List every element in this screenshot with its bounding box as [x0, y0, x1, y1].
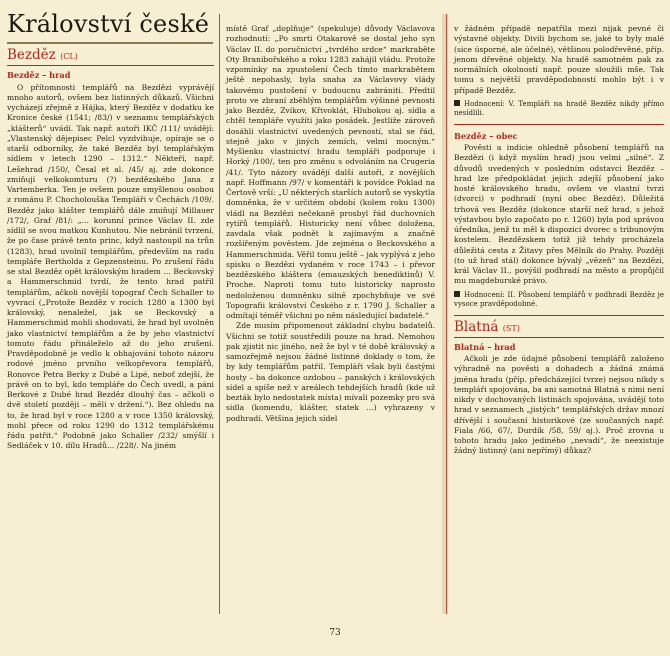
section-rule: [454, 337, 664, 338]
bullet-square-icon: [454, 291, 460, 297]
column-divider-1: [219, 14, 220, 614]
column-shadow: [442, 14, 448, 614]
section-separator: [454, 315, 664, 316]
paragraph-bezdez-3: Zde musím připomenout základní chybu badatelů. Všichni se totiž soustředili pouze na hrad. Nemohou pak zjistit nic jiného, než že byl v té době královský a samozřejmě nejsou žádné listinné doklady o tom, že by kdy templářům patřil. Templáři však byli častými hosty – ba dokonce ozdobou – panských i královských sídel a spíše než v areálech tehdejších hradů (kde už bezták bylo nedostatek místa) mívali pozemky pro svá sídla (komendu, klášter, statek ...) vyhrazeny v podhradí. Většina jejich sídel: [226, 321, 435, 423]
page-number: 73: [329, 628, 341, 638]
section-heading-blatna: Blatná (ST): [454, 318, 520, 335]
section-separator: [454, 124, 664, 125]
paragraph-bezdez-4: v žádném případě nepatřila mezi nijak pevné či výstavné objekty. Divili bychom se, jaké to byly malé (sice úsporné, ale účelné), většinou polodřevěné, příp. jenom dřevěné objekty. Na hradě samotném pak za normálních okolností např. pouze sloužili mše. Tak tomu s největší pravděpodobností mohlo být i v případě Bezděz.: [454, 24, 664, 95]
section-heading-bezdez: Bezděz (CL): [7, 47, 78, 63]
column-2: [226, 24, 435, 424]
subheading-bezdez-obec: Bezděz – obec: [454, 130, 518, 141]
subheading-blatna-hrad: Blatná – hrad: [454, 341, 516, 352]
column-3: [454, 24, 664, 457]
page-header: [7, 10, 209, 38]
paragraph-bezdez-2: místě Graf „doplňuje“ (spekuluje) důvody Václavova rozhodnutí: „Po smrti Otakarově se dostal jeho syn Václav II. do poručnictví „tvrdého srdce“ markraběte Oty Branibořského a roku 1283 zahájil vládu. Protože vzpomínky na zpustošení Čech tímto markrabětem ještě nepohasly, byla snaha za Václavovy vlády takovému pustošení v budoucnu zabrániti. Předtil proto ve zbraní zběhlým templářům výšinné pevnosti jako Bezděz, Zvíkov, Křivoklát, Hlubokou aj. sídla a chtěl templáře využíti jako posádek. Jestliže zároveň dosáhli vlastnictví uvedených pevností, stal se řád, stejně jako v jiných zemích, velmi mocným.“ Myšlenku vlastnictví hradu templáři podporuje i Horký /100/, ten pro změnu s odvoláním na Crugeria /41/. Tyto názory uvádějí další autoři, z novějších např. Hoffmann /97/ v komentáři k povídce Poklad na Čertově vrší: „U některých starších autorů se vyskytla domněnka, že v určitém období (kolem roku 1300) vládl na Bezdězi nečekaně prosbyl řád duchovních rytířů templářů. Historicky není vůbec doložena, zavdala však podnět k zajímavým a značně rozšířeným pověstem. Jde zejména o Beckovského a Hammerschmida. Věřil tomu ještě – jak vyplývá z jeho spisku o Bezdězi vydaném v roce 1743 – i převor bezdězského kláštera (emauzských benediktinů) V. Proche. Naproti tomu tuto historicky naprosto nedoloženou domněnku silně zpochybňuje ve své Topografii království Českého z r. 1790 J. Schaller a odmítají téměř všichni po něm následující badatelé.“: [226, 24, 435, 320]
subheading-bezdez-hrad: Bezděz – hrad: [7, 70, 71, 81]
evaluation-note-1: Hodnocení: V. Templáři na hradě Bezděz nikdy přímo nesídlili.: [454, 99, 664, 117]
bullet-square-icon: [454, 100, 460, 106]
column-1: [7, 47, 214, 452]
paragraph-bezdez-1: O přítomnosti templářů na Bezdězi vyprávějí mnoho autorů, ovšem bez listinných důkazů. Všichni vycházejí zřejmě z Hájka, který Bezděz v dodatku ke Kronice české (1541; /83/) v seznamu templářských „klášterů“ uvádí. Tak např. autoři IKČ /111/ uvádějí: „Vlastenský dějepisec Pelcl vyzdvihuje, opíraje se o starší odborníky, že také Bezděz byl templářským sídlem v letech 1290 – 1312.“ Někteří, např. Lešehrad /150/, Česal et al. /45/ aj. zde dokonce zmiňují velkokomturu (?) bezdězského Jana z Vartemberka. Ten je ovšem pouze smyšlenou osobou z románu P. Chocholouška Templáři v Čechách /109/. Bezděz jako klášter templářů dále zmiňují Millauer /172/, Graf /81/: „... korunní prince Václav II. zde sídlil se svou matkou Kunhutou. Nie nebránil tvrzení, že po čase právě tento princ, když nastoupil na trůn (1283), hrad uvolnil templářům, především na radu templáře Bertholda z Gepzensteinu. Po zrušení řádu se stal Bezděz opět královským hradem ... Beckovský a Hammerschmid tvrdí, že tento hrad patřil templářům, ačkoli novější topograf Čech Schaller to vyvrací („Protože Bezděz v rocích 1280 a 1300 byl královský, nenaležel, jak se Beckovský a Hammerschmid mohli shodovati, že hrad byl uvolněn jako vlastnictví templářům a že by jeho vlastnictví tomuto řádu přináleželo až do jeho zrušení. Pravděpodobně je vedlo k obhajování tohoto názoru rodové jméno prvního velkopřevora templářů, Ronovce Petra Berky z Dubé a Lipé, neboť zdejší, že právě on to byl, kdo templáře do Čech uvedl, a páni Berkové z Dubé hrad Bezděz dlouhý čas – ačkoli o dvě století později – měli v držení.“). Bez ohledu na to, že hrad byl v roce 1280 a v roce 1350 královský, mohl přece od roku 1290 do 1312 templářskému řádu patřit.“ Podobně jako Schaller /232/ smýšlí i Sedláček v 10. dílu Hradů... /228/. Na jiném: [7, 82, 214, 451]
section-rule: [7, 65, 214, 66]
title-underline: [7, 42, 213, 44]
paragraph-bezdez-obec: Pověsti a indicie ohledně působení templářů na Bezdězi (i když myslím hrad) jsou velmi „silné“. Z důvodů uvedených v posledním odstavci Bezděz – hrad lze předpokládat jejich zdejší působení jako hosté královského hradu, ovšem ve vlastní tvrzi (dvorci) v podhradí (nyní obec Bezděz). Důležitá trhová ves Bezděz (dokonce starší než hrad, s jehož výstavbou bylo započato po r. 1260) byla pod správou úředníka, jenž tu měl k dispozici dvorec s tribunovým kostelem. Bezdězskem totiž již tehdy procházela důležitá cesta z Žitavy přes Mělník do Prahy. Později (to už hrad stál) dokonce bývalý „vězeň“ na Bezdězi, král Václav II., povýšil podhradí na město a propůjčil mu magdeburské právo.: [454, 143, 664, 286]
paragraph-blatna: Ačkoli je zde údajné působení templářů založeno výhradně na pověsti a dohadech a žádná známá jména hradu (příp. předcházející tvrze) nejsou nikdy s templáři spojována, ba ani samotná Blatná s nimi není nikdy v dochovaných listinách spojována, uvádějí toto hrad v seznamech „jistých“ templářských držav mnozí dřívější i současní historikové (ze současných např. Fiala /66, 67/, Durdík /58, 59/ aj.). Proč zrovna u tohoto hradu jako jediného „nevadí“, že neexistuje žádný listinný (ani nepřímý) důkaz?: [454, 354, 664, 456]
column-divider-2: [446, 14, 447, 614]
evaluation-note-2: Hodnocení: II. Působení templářů v podhradí Bezděz je vysoce pravděpodobné.: [454, 290, 664, 308]
page-title: Království české: [7, 10, 210, 38]
